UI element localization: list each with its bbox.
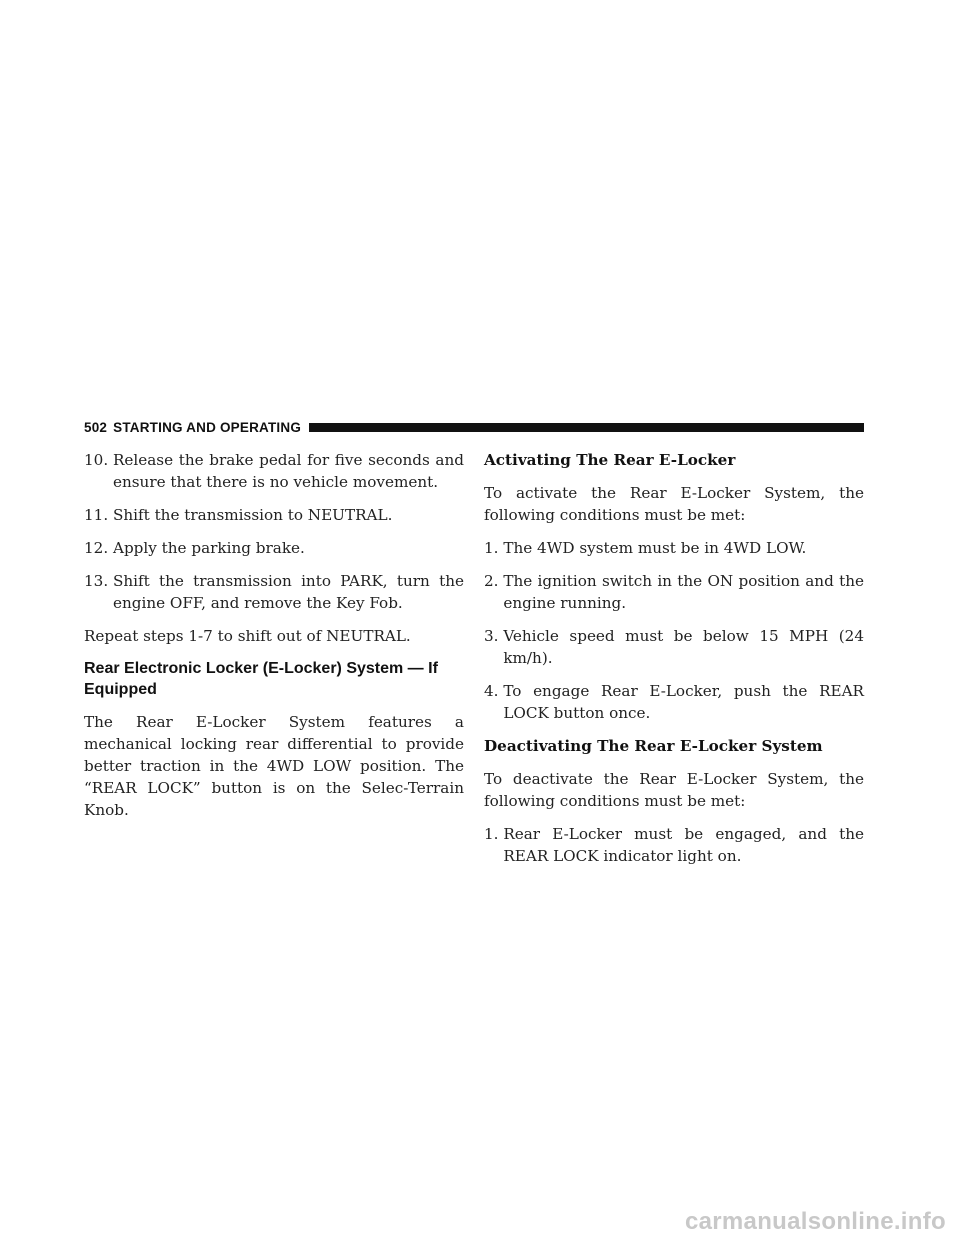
list-item-number: 10. [84, 451, 109, 469]
list-item-step-12 [84, 537, 464, 559]
page-header [84, 418, 864, 436]
list-item-text: Shift the transmission to NEUTRAL. [112, 506, 393, 524]
list-item-text: The 4WD system must be in 4WD LOW. [503, 539, 807, 557]
deactivating-heading: Deactivating The Rear E-Locker System [484, 737, 823, 755]
list-item-number: 11. [84, 506, 109, 524]
list-item-text: The ignition switch in the ON position and the engine running. [503, 572, 864, 612]
list-item-step-10 [84, 449, 464, 493]
list-item-number: 1. [484, 539, 499, 557]
list-item-number: 13. [84, 572, 109, 590]
e-locker-description: The Rear E-Locker System features a mechanical locking rear differential to provide better traction in the 4WD LOW position. The “REAR LOCK” button is on the Selec-Terrain Knob. [84, 713, 464, 819]
activating-heading: Activating The Rear E-Locker [484, 451, 736, 469]
list-item-text: Shift the transmission into PARK, turn the engine OFF, and remove the Key Fob. [112, 572, 464, 612]
list-item-activate-3 [484, 625, 864, 669]
header-rule [309, 423, 864, 432]
list-item-text: Rear E-Locker must be engaged, and the REAR LOCK indicator light on. [503, 825, 864, 865]
activating-intro: To activate the Rear E-Locker System, the following conditions must be met: [484, 484, 864, 524]
deactivating-intro: To deactivate the Rear E-Locker System, the following conditions must be met: [484, 770, 864, 810]
left-column [84, 449, 464, 832]
list-item-step-13 [84, 570, 464, 614]
list-item-number: 3. [484, 627, 499, 645]
list-item-activate-4 [484, 680, 864, 724]
list-item-text: Vehicle speed must be below 15 MPH (24 km/h). [503, 627, 864, 667]
site-watermark: carmanualsonline.info [684, 1208, 946, 1235]
list-item-step-11 [84, 504, 464, 526]
list-item-number: 1. [484, 825, 499, 843]
repeat-steps-text: Repeat steps 1-7 to shift out of NEUTRAL. [84, 627, 411, 645]
section-heading-e-locker: Rear Electronic Locker (E-Locker) System — If Equipped [84, 660, 438, 698]
list-item-activate-2 [484, 570, 864, 614]
section-title: STARTING AND OPERATING [113, 419, 302, 435]
list-item-number: 2. [484, 572, 499, 590]
list-item-text: To engage Rear E-Locker, push the REAR LOCK button once. [503, 682, 864, 722]
page-number: 502 [84, 419, 108, 435]
list-item-activate-1 [484, 537, 864, 559]
list-item-text: Release the brake pedal for five seconds and ensure that there is no vehicle movement. [112, 451, 464, 491]
right-column [484, 449, 864, 878]
list-item-text: Apply the parking brake. [112, 539, 305, 557]
list-item-number: 12. [84, 539, 109, 557]
list-item-number: 4. [484, 682, 499, 700]
list-item-deactivate-1 [484, 823, 864, 867]
